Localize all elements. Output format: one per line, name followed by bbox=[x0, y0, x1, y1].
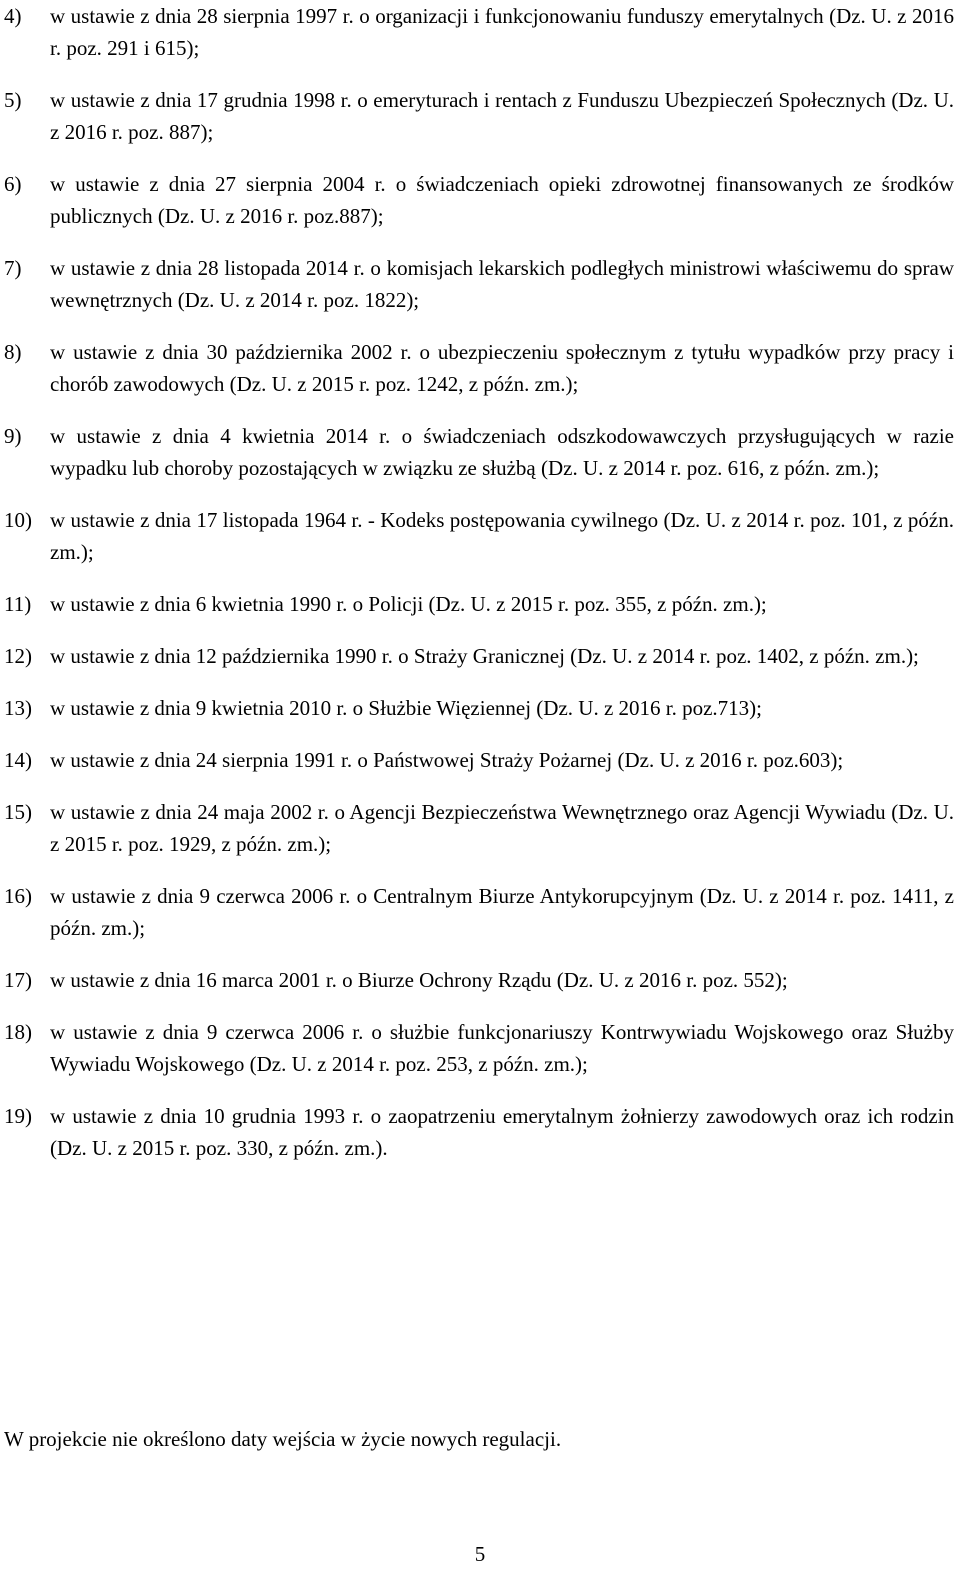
item-number: 5) bbox=[4, 88, 22, 112]
item-number: 13) bbox=[4, 696, 32, 720]
page-number: 5 bbox=[474, 1542, 486, 1566]
item-number: 19) bbox=[4, 1104, 32, 1128]
item-text: w ustawie z dnia 27 sierpnia 2004 r. o świadczeniach opieki zdrowotnej finansowanych ze środków publicznych (Dz. U. z 2016 r. poz.887); bbox=[50, 172, 954, 228]
list-item bbox=[4, 420, 954, 484]
item-text: w ustawie z dnia 16 marca 2001 r. o Biurze Ochrony Rządu (Dz. U. z 2016 r. poz. 552); bbox=[50, 968, 788, 992]
list-item bbox=[4, 336, 954, 400]
item-text: w ustawie z dnia 17 grudnia 1998 r. o emeryturach i rentach z Funduszu Ubezpieczeń Społecznych (Dz. U. z 2016 r. poz. 887); bbox=[50, 88, 954, 144]
list-item bbox=[4, 0, 954, 64]
item-text: w ustawie z dnia 9 czerwca 2006 r. o służbie funkcjonariuszy Kontrwywiadu Wojskowego oraz Służby Wywiadu Wojskowego (Dz. U. z 2014 r. poz. 253, z późn. zm.); bbox=[50, 1020, 954, 1076]
item-text: w ustawie z dnia 24 maja 2002 r. o Agencji Bezpieczeństwa Wewnętrznego oraz Agencji Wywiadu (Dz. U. z 2015 r. poz. 1929, z późn. zm.); bbox=[50, 800, 954, 856]
list-item bbox=[4, 168, 954, 232]
item-number: 10) bbox=[4, 508, 32, 532]
list-item bbox=[4, 252, 954, 316]
item-number: 6) bbox=[4, 172, 22, 196]
list-item bbox=[4, 84, 954, 148]
item-number: 8) bbox=[4, 340, 22, 364]
item-text: w ustawie z dnia 6 kwietnia 1990 r. o Policji (Dz. U. z 2015 r. poz. 355, z późn. zm.); bbox=[50, 592, 767, 616]
list-item bbox=[4, 964, 954, 996]
item-number: 11) bbox=[4, 592, 32, 616]
item-text: w ustawie z dnia 28 sierpnia 1997 r. o organizacji i funkcjonowaniu funduszy emerytalnych (Dz. U. z 2016 r. poz. 291 i 615); bbox=[50, 4, 954, 60]
footer-note: W projekcie nie określono daty wejścia w życie nowych regulacji. bbox=[4, 1427, 562, 1451]
item-number: 7) bbox=[4, 256, 22, 280]
item-text: w ustawie z dnia 9 kwietnia 2010 r. o Służbie Więziennej (Dz. U. z 2016 r. poz.713); bbox=[50, 696, 763, 720]
list-item bbox=[4, 692, 954, 724]
list-item bbox=[4, 744, 954, 776]
item-number: 9) bbox=[4, 424, 22, 448]
list-item bbox=[4, 640, 954, 672]
list-item bbox=[4, 880, 954, 944]
item-text: w ustawie z dnia 24 sierpnia 1991 r. o Państwowej Straży Pożarnej (Dz. U. z 2016 r. poz.603); bbox=[50, 748, 844, 772]
item-number: 18) bbox=[4, 1020, 32, 1044]
item-number: 17) bbox=[4, 968, 32, 992]
item-text: w ustawie z dnia 9 czerwca 2006 r. o Centralnym Biurze Antykorupcyjnym (Dz. U. z 2014 r. poz. 1411, z późn. zm.); bbox=[50, 884, 954, 940]
item-number: 12) bbox=[4, 644, 32, 668]
item-text: w ustawie z dnia 17 listopada 1964 r. - Kodeks postępowania cywilnego (Dz. U. z 2014 r. poz. 101, z późn. zm.); bbox=[50, 508, 954, 564]
list-item bbox=[4, 588, 954, 620]
item-number: 14) bbox=[4, 748, 32, 772]
item-text: w ustawie z dnia 30 października 2002 r. o ubezpieczeniu społecznym z tytułu wypadków przy pracy i chorób zawodowych (Dz. U. z 2015 r. poz. 1242, z późn. zm.); bbox=[50, 340, 954, 396]
item-number: 15) bbox=[4, 800, 32, 824]
item-text: w ustawie z dnia 10 grudnia 1993 r. o zaopatrzeniu emerytalnym żołnierzy zawodowych oraz ich rodzin (Dz. U. z 2015 r. poz. 330, z późn. zm.). bbox=[50, 1104, 954, 1160]
item-text: w ustawie z dnia 4 kwietnia 2014 r. o świadczeniach odszkodowawczych przysługujących w razie wypadku lub choroby pozostających w związku ze służbą (Dz. U. z 2014 r. poz. 616, z późn. zm.); bbox=[50, 424, 954, 480]
item-number: 16) bbox=[4, 884, 32, 908]
list-item bbox=[4, 1016, 954, 1080]
item-number: 4) bbox=[4, 4, 22, 28]
item-text: w ustawie z dnia 28 listopada 2014 r. o komisjach lekarskich podległych ministrowi właściwemu do spraw wewnętrznych (Dz. U. z 2014 r. poz. 1822); bbox=[50, 256, 954, 312]
amendment-list bbox=[4, 0, 954, 1184]
list-item bbox=[4, 504, 954, 568]
list-item bbox=[4, 796, 954, 860]
item-text: w ustawie z dnia 12 października 1990 r. o Straży Granicznej (Dz. U. z 2014 r. poz. 1402, z późn. zm.); bbox=[50, 644, 919, 668]
list-item bbox=[4, 1100, 954, 1164]
